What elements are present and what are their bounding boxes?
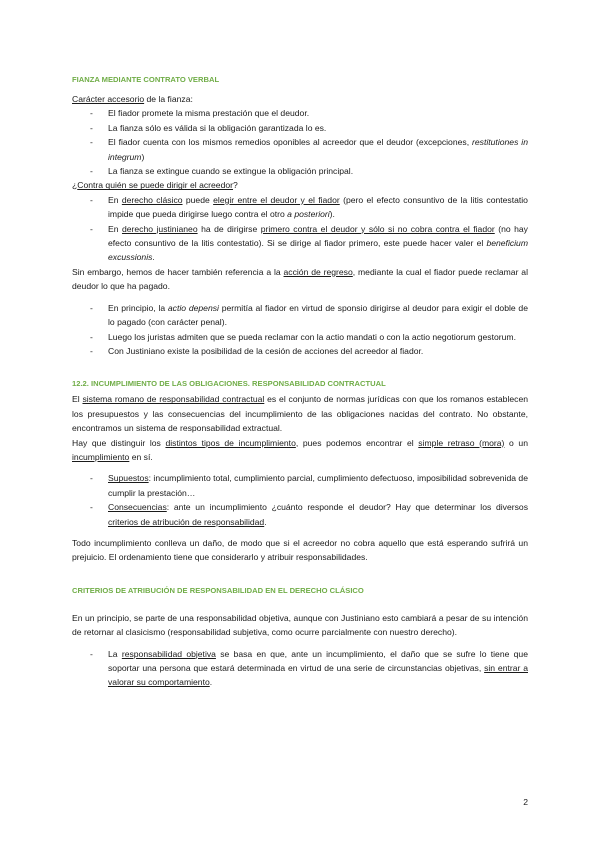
text: El [72, 394, 83, 405]
list-caracter-accesorio [72, 106, 528, 178]
underline-text: elegir entre el deudor y el fiador [213, 194, 340, 205]
text: se basa en que, ante un incumplimiento, el daño que se sufre lo tiene que soportar una persona que estará determinada en virtud de una serie de circunstancias objetivas, [108, 648, 528, 673]
list-item: - La fianza se extingue cuando se extingue la obligación principal. [72, 164, 528, 178]
underline-text: derecho justinianeo [121, 223, 198, 234]
text: , pues podemos encontrar el [295, 437, 419, 448]
text: En [108, 194, 122, 205]
italic-text: restitutiones in integrum [108, 137, 528, 162]
text: Hay que distinguir los [72, 437, 166, 448]
underline-text: Contra quién se puede dirigir el acreedor [77, 180, 233, 191]
list-contra-quien [72, 193, 528, 265]
text: (no hay efecto consuntivo de la litis contestatio). Si se dirige al fiador primero, este puede hacer valer el [108, 223, 528, 249]
text: ? [233, 180, 238, 191]
text: ). [329, 209, 335, 220]
page-content [72, 74, 528, 690]
italic-text: actio depensi [167, 302, 219, 313]
page-number: 2 [523, 797, 528, 807]
text: En [108, 223, 122, 234]
list-item [72, 500, 528, 529]
list-item [72, 193, 528, 222]
text: . [264, 516, 267, 527]
text: puede [182, 194, 214, 205]
underline-text: incumplimiento [72, 451, 130, 462]
list-item: - El fiador promete la misma prestación que el deudor. [72, 106, 528, 120]
text: o un [504, 437, 528, 448]
paragraph-caracter-accesorio [72, 92, 528, 106]
text: Sin embargo, hemos de hacer también referencia a la [72, 266, 284, 277]
underline-text: Supuestos [108, 473, 149, 484]
list-item [72, 222, 528, 265]
list-item [72, 135, 528, 164]
list-item [72, 301, 528, 330]
text: . [209, 677, 213, 688]
italic-text: a posteriori [287, 209, 330, 220]
text: El fiador cuenta con los mismos remedios oponibles al acreedor que el deudor (excepciones, [108, 137, 473, 148]
list-item [72, 647, 528, 690]
underline-text: responsabilidad objetiva [121, 648, 216, 659]
text: . [152, 252, 155, 263]
heading-criterios-atribucion: CRITERIOS DE ATRIBUCIÓN DE RESPONSABILIDAD EN EL DERECHO CLÁSICO [72, 585, 364, 595]
list-item: - Luego los juristas admiten que se pueda reclamar con la actio mandati o con la actio negotiorum gestorum. [72, 330, 528, 344]
underline-text: criterios de atribución de responsabilidad [108, 516, 265, 527]
underline-text: primero contra el deudor y sólo si no cobra contra el fiador [260, 223, 495, 234]
paragraph-sistema-romano [72, 392, 528, 435]
italic-text: beneficium excussionis [108, 238, 528, 263]
underline-text: simple retraso (mora) [418, 437, 505, 448]
text: La [108, 648, 122, 659]
paragraph-en-un-principio: En un principio, se parte de una responsabilidad objetiva, aunque con Justiniano esto cambiará a pesar de su intención de retornar al clasicismo (responsabilidad subjetiva, como ocurre parcialmente con nuestro derecho). [72, 612, 528, 638]
text: ) [141, 151, 145, 162]
heading-incumplimiento: 12.2. INCUMPLIMIENTO DE LAS OBLIGACIONES. RESPONSABILIDAD CONTRACTUAL [72, 379, 386, 389]
text: de la fianza: [144, 94, 193, 104]
text: ¿ [72, 180, 78, 191]
text: ha de dirigirse [197, 223, 261, 234]
underline-text: Consecuencias [108, 502, 167, 513]
underline-text: sistema romano de responsabilidad contractual [82, 394, 265, 405]
text: en sí. [129, 451, 153, 462]
underline-text: derecho clásico [121, 194, 183, 205]
list-criterios [72, 647, 528, 690]
underline-text: acción de regreso [283, 266, 353, 277]
list-accion-regreso [72, 301, 528, 359]
underline-text: sin entrar a valorar su comportamiento [108, 663, 528, 688]
paragraph-accion-regreso [72, 265, 528, 294]
text: permitía al fiador en virtud de sponsio dirigirse al deudor para exigir el doble de lo pagado (con carácter penal). [108, 302, 528, 328]
list-item [72, 471, 528, 500]
text: En principio, la [108, 302, 168, 313]
paragraph-tipos-incumplimiento [72, 436, 528, 465]
text: es el conjunto de normas jurídicas con que los romanos establecen los presupuestos y las consecuencias del incumplimiento de las obligaciones nacidas del contrato. No obstante, encontramos un sistema de responsabilidad extractual. [72, 394, 529, 434]
text: : incumplimiento total, cumplimiento parcial, cumplimiento defectuoso, imposibilidad sobrevenida de cumplir la prestación… [108, 473, 528, 498]
text: (pero el efecto consuntivo de la litis contestatio impide que pueda dirigirse luego contra el otro [108, 194, 528, 220]
underline-text: distintos tipos de incumplimiento [165, 437, 296, 448]
text: : ante un incumplimiento ¿cuánto responde el deudor? Hay que determinar los diversos [166, 502, 528, 513]
underline-caracter-accesorio: Carácter accesorio [72, 94, 145, 104]
list-item: - La fianza sólo es válida si la obligación garantizada lo es. [72, 121, 528, 135]
question-contra-quien [72, 178, 528, 192]
text: , mediante la cual el fiador puede reclamar al deudor lo que ha pagado. [72, 266, 528, 292]
paragraph-todo-incumplimiento: Todo incumplimiento conlleva un daño, de modo que si el acreedor no cobra aquello que está esperando sufrirá un prejuicio. El ordenamiento tiene que considerarlo y atribuir responsabilidades. [72, 537, 528, 563]
heading-fianza-verbal: FIANZA MEDIANTE CONTRATO VERBAL [72, 75, 220, 84]
list-item: - Con Justiniano existe la posibilidad de la cesión de acciones del acreedor al fiador. [72, 344, 528, 358]
list-incumplimiento [72, 471, 528, 529]
